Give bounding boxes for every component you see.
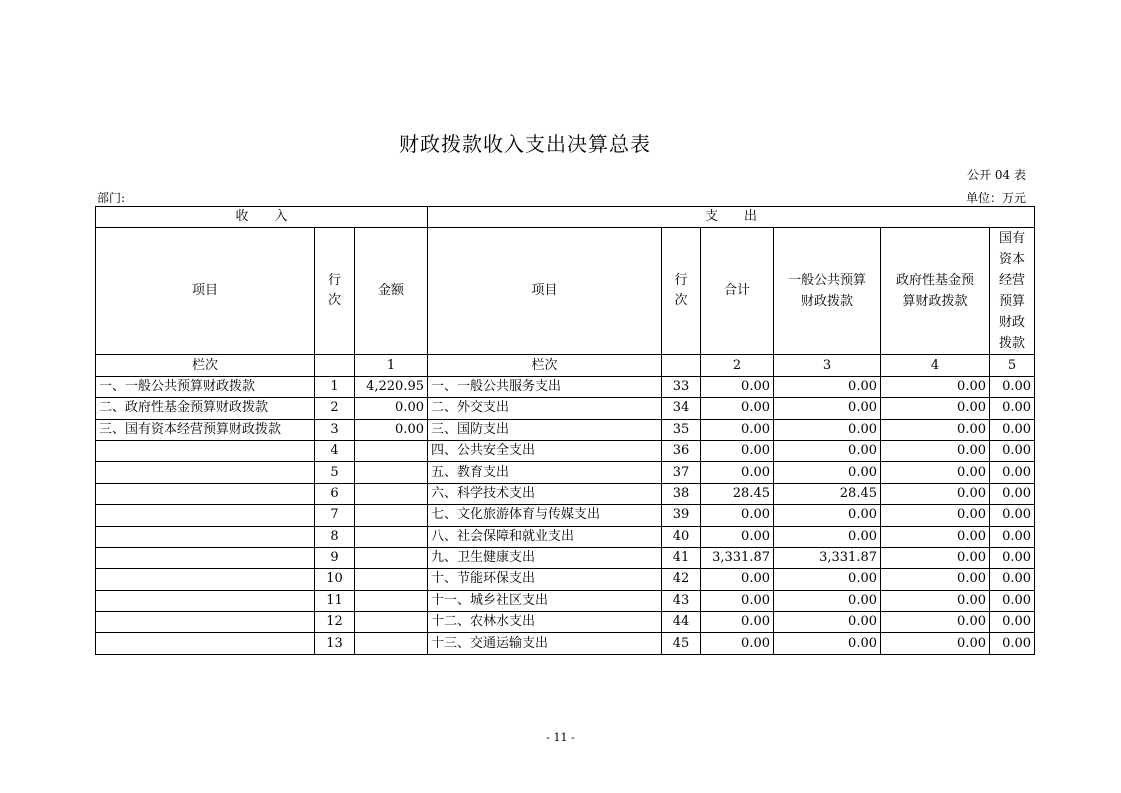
expense-gov-fund: 0.00 [881,398,990,419]
income-item: 三、国有资本经营预算财政拨款 [96,419,315,440]
income-amount [355,590,428,611]
income-row-no: 5 [315,462,355,483]
table-row [96,590,1035,611]
expense-state-capital: 0.00 [990,376,1035,397]
expense-total: 0.00 [701,376,774,397]
unit-label: 单位：万元 [965,191,1026,205]
col-header-state-capital [990,228,1035,355]
income-header: 收 入 [96,207,428,228]
lanci-col-5: 5 [990,355,1035,376]
income-amount [355,483,428,504]
expense-general-budget: 0.00 [774,633,881,654]
expense-state-capital: 0.00 [990,526,1035,547]
table-row [96,462,1035,483]
expense-header: 支 出 [428,207,1035,228]
expense-row-no: 35 [662,419,701,440]
col-header-total: 合计 [701,228,774,355]
income-row-no: 10 [315,569,355,590]
expense-item: 九、卫生健康支出 [428,547,662,568]
expense-general-budget: 0.00 [774,419,881,440]
expense-gov-fund: 0.00 [881,590,990,611]
income-item [96,547,315,568]
expense-gov-fund: 0.00 [881,419,990,440]
expense-item: 七、文化旅游体育与传媒支出 [428,505,662,526]
expense-state-capital: 0.00 [990,590,1035,611]
expense-state-capital: 0.00 [990,505,1035,526]
expense-general-budget: 0.00 [774,590,881,611]
expense-gov-fund: 0.00 [881,440,990,461]
expense-gov-fund: 0.00 [881,547,990,568]
expense-state-capital: 0.00 [990,462,1035,483]
income-row-no: 6 [315,483,355,504]
expense-item: 四、公共安全支出 [428,440,662,461]
income-item [96,462,315,483]
section-header-row [96,207,1035,228]
table-row [96,483,1035,504]
lanci-col-4: 4 [881,355,990,376]
expense-gov-fund: 0.00 [881,376,990,397]
expense-state-capital: 0.00 [990,398,1035,419]
department-label: 部门: [97,191,126,205]
expense-item: 十二、农林水支出 [428,612,662,633]
income-amount [355,526,428,547]
lanci-col-1: 1 [355,355,428,376]
expense-item: 一、一般公共服务支出 [428,376,662,397]
expense-state-capital: 0.00 [990,569,1035,590]
lanci-empty-2 [662,355,701,376]
income-item: 一、一般公共预算财政拨款 [96,376,315,397]
expense-state-capital: 0.00 [990,633,1035,654]
expense-general-budget: 0.00 [774,440,881,461]
income-amount [355,569,428,590]
column-header-row [96,228,1035,355]
table-row [96,398,1035,419]
income-item [96,569,315,590]
col-header-gov-fund-text: 政府性基金预算财政拨款 [895,273,974,310]
expense-general-budget: 0.00 [774,569,881,590]
income-amount [355,612,428,633]
expense-state-capital: 0.00 [990,419,1035,440]
table-row [96,633,1035,654]
income-item [96,505,315,526]
expense-item: 六、科学技术支出 [428,483,662,504]
expense-total: 0.00 [701,526,774,547]
expense-total: 0.00 [701,590,774,611]
expense-gov-fund: 0.00 [881,526,990,547]
expense-gov-fund: 0.00 [881,505,990,526]
form-number: 公开 04 表 [967,168,1026,182]
income-row-no: 13 [315,633,355,654]
col-header-item: 项目 [96,228,315,355]
table-row [96,612,1035,633]
page-number: - 11 - [546,731,575,744]
expense-row-no: 42 [662,569,701,590]
table-row [96,526,1035,547]
expense-row-no: 36 [662,440,701,461]
income-amount: 0.00 [355,398,428,419]
col-header-general-budget-text: 一般公共预算财政拨款 [787,273,866,310]
income-row-no: 11 [315,590,355,611]
expense-item: 十一、城乡社区支出 [428,590,662,611]
expense-state-capital: 0.00 [990,483,1035,504]
expense-state-capital: 0.00 [990,612,1035,633]
col-header-amount: 金额 [355,228,428,355]
lanci-label-expense: 栏次 [428,355,662,376]
expense-gov-fund: 0.00 [881,612,990,633]
col-header-general-budget [774,228,881,355]
expense-row-no: 38 [662,483,701,504]
expense-gov-fund: 0.00 [881,483,990,504]
expense-general-budget: 0.00 [774,526,881,547]
expense-item: 十、节能环保支出 [428,569,662,590]
col-header-item-expense: 项目 [428,228,662,355]
col-header-row-no-expense [662,228,701,355]
table-row [96,419,1035,440]
expense-general-budget: 0.00 [774,398,881,419]
expense-total: 0.00 [701,398,774,419]
page-title: 财政拨款收入支出决算总表 [399,132,651,156]
expense-state-capital: 0.00 [990,440,1035,461]
income-item [96,633,315,654]
income-item [96,483,315,504]
expense-total: 0.00 [701,505,774,526]
income-row-no: 1 [315,376,355,397]
col-header-state-capital-text: 国有资本经营预算财政拨款 [999,231,1026,352]
income-amount [355,633,428,654]
income-amount [355,440,428,461]
lanci-col-3: 3 [774,355,881,376]
table-row [96,505,1035,526]
income-row-no: 8 [315,526,355,547]
expense-total: 0.00 [701,419,774,440]
income-item [96,440,315,461]
income-row-no: 3 [315,419,355,440]
income-amount [355,505,428,526]
expense-total: 0.00 [701,462,774,483]
expense-state-capital: 0.00 [990,547,1035,568]
expense-gov-fund: 0.00 [881,569,990,590]
col-header-row-no-expense-text: 行次 [674,273,688,309]
table-row [96,440,1035,461]
table-row [96,569,1035,590]
expense-general-budget: 28.45 [774,483,881,504]
expense-total: 0.00 [701,569,774,590]
expense-row-no: 34 [662,398,701,419]
table-row [96,547,1035,568]
expense-row-no: 41 [662,547,701,568]
income-item [96,526,315,547]
income-item [96,612,315,633]
income-item: 二、政府性基金预算财政拨款 [96,398,315,419]
income-row-no: 7 [315,505,355,526]
expense-item: 三、国防支出 [428,419,662,440]
income-row-no: 12 [315,612,355,633]
expense-gov-fund: 0.00 [881,462,990,483]
col-header-gov-fund [881,228,990,355]
col-header-row-no [315,228,355,355]
expense-general-budget: 3,331.87 [774,547,881,568]
col-header-row-no-text: 行次 [327,273,341,309]
expense-row-no: 45 [662,633,701,654]
expense-row-no: 33 [662,376,701,397]
income-amount: 4,220.95 [355,376,428,397]
expense-total: 0.00 [701,440,774,461]
income-amount: 0.00 [355,419,428,440]
expense-item: 五、教育支出 [428,462,662,483]
expense-item: 八、社会保障和就业支出 [428,526,662,547]
expense-item: 十三、交通运输支出 [428,633,662,654]
expense-row-no: 40 [662,526,701,547]
lanci-empty-1 [315,355,355,376]
expense-item: 二、外交支出 [428,398,662,419]
expense-row-no: 43 [662,590,701,611]
income-row-no: 2 [315,398,355,419]
income-item [96,590,315,611]
expense-total: 28.45 [701,483,774,504]
income-row-no: 9 [315,547,355,568]
expense-general-budget: 0.00 [774,505,881,526]
expense-general-budget: 0.00 [774,376,881,397]
budget-table [95,206,1035,655]
income-row-no: 4 [315,440,355,461]
expense-total: 0.00 [701,612,774,633]
income-amount [355,547,428,568]
expense-total: 0.00 [701,633,774,654]
income-amount [355,462,428,483]
table-row [96,376,1035,397]
expense-total: 3,331.87 [701,547,774,568]
lanci-row [96,355,1035,376]
expense-row-no: 39 [662,505,701,526]
expense-gov-fund: 0.00 [881,633,990,654]
expense-row-no: 37 [662,462,701,483]
lanci-label: 栏次 [96,355,315,376]
expense-general-budget: 0.00 [774,612,881,633]
expense-row-no: 44 [662,612,701,633]
lanci-col-2: 2 [701,355,774,376]
expense-general-budget: 0.00 [774,462,881,483]
